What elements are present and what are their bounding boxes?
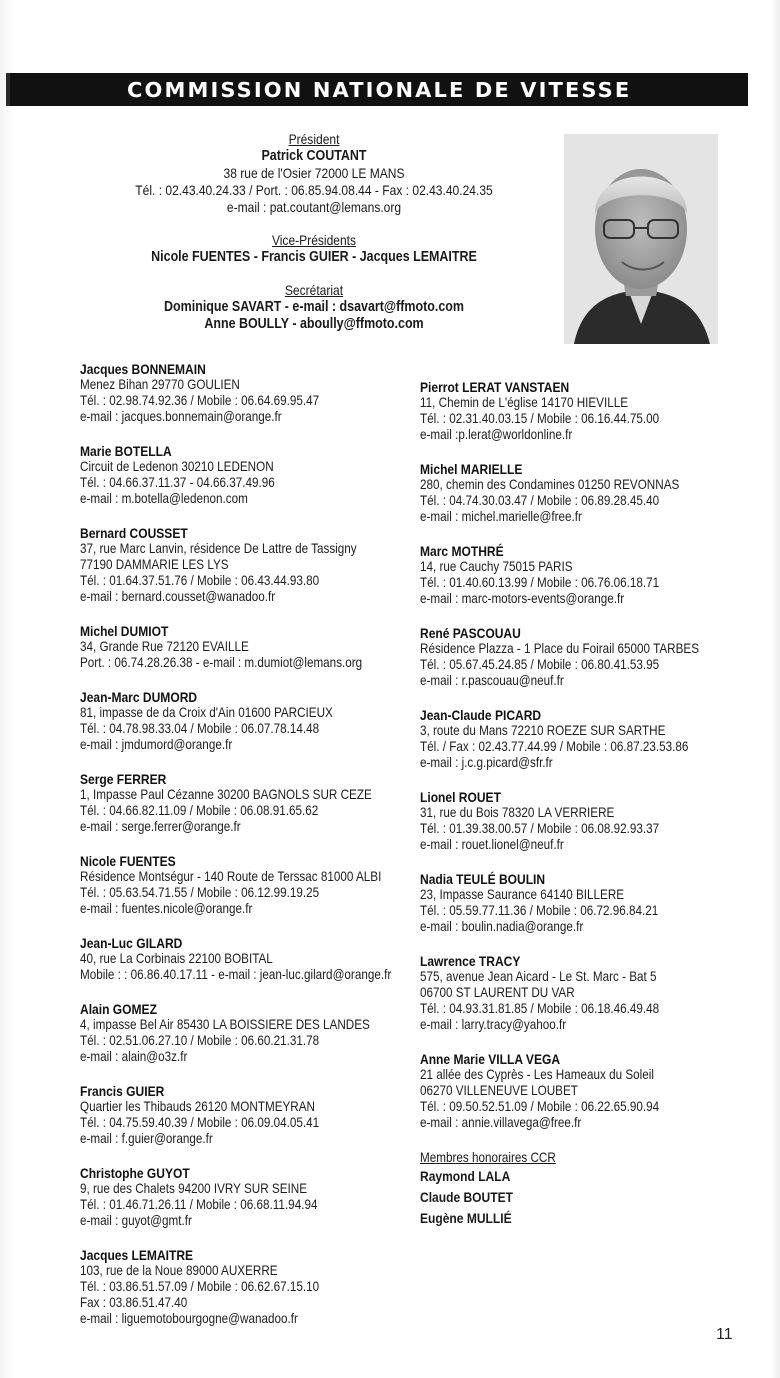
member-detail-line: Tél. / Fax : 02.43.77.44.99 / Mobile : 06.87.23.53.86 (420, 739, 689, 754)
member-detail-line: 23, Impasse Saurance 64140 BILLERE (420, 887, 625, 902)
member-detail-line: e-mail : fuentes.nicole@orange.fr (80, 901, 253, 916)
member-detail-line: 575, avenue Jean Aicard - Le St. Marc - Bat 5 (420, 969, 657, 984)
president-name: Patrick COUTANT (261, 148, 367, 164)
member-detail-line: e-mail : alain@o3z.fr (80, 1049, 188, 1064)
member-entry (80, 853, 441, 917)
secretariat-line-2: Anne BOULLY - aboully@ffmoto.com (204, 316, 424, 332)
member-detail-line: 280, chemin des Condamines 01250 REVONNAS (420, 477, 680, 492)
member-detail-line: 9, rue des Chalets 94200 IVRY SUR SEINE (80, 1181, 308, 1196)
member-name: Serge FERRER (80, 771, 167, 787)
member-entry (420, 379, 780, 443)
member-detail-line: e-mail : marc-motors-events@orange.fr (420, 591, 625, 606)
member-name: Pierrot LERAT VANSTAEN (420, 379, 570, 395)
member-entry (420, 871, 780, 935)
member-detail-line: Mobile : : 06.86.40.17.11 - e-mail : jean-luc.gilard@orange.fr (80, 967, 392, 982)
member-name: Nicole FUENTES (80, 853, 176, 869)
member-detail-line: 1, Impasse Paul Cézanne 30200 BAGNOLS SUR CEZE (80, 787, 372, 802)
member-entry (80, 623, 441, 671)
member-name: Bernard COUSSET (80, 525, 188, 541)
member-detail-line: Tél. : 05.67.45.24.85 / Mobile : 06.80.41.53.95 (420, 657, 660, 672)
member-detail-line: Tél. : 09.50.52.51.09 / Mobile : 06.22.65.90.94 (420, 1099, 660, 1114)
member-name: Michel DUMIOT (80, 623, 169, 639)
member-name: Anne Marie VILLA VEGA (420, 1051, 561, 1067)
president-phones: Tél. : 02.43.40.24.33 / Port. : 06.85.94.08.44 - Fax : 02.43.40.24.35 (135, 182, 493, 198)
member-detail-line: Tél. : 01.64.37.51.76 / Mobile : 06.43.44.93.80 (80, 573, 320, 588)
member-detail-line: e-mail : bernard.cousset@wanadoo.fr (80, 589, 276, 604)
member-entry (420, 543, 780, 607)
member-detail-line: 34, Grande Rue 72120 EVAILLE (80, 639, 249, 654)
member-detail-line: Tél. : 01.39.38.00.57 / Mobile : 06.08.92.93.37 (420, 821, 660, 836)
member-detail-line: Tél. : 02.51.06.27.10 / Mobile : 06.60.21.31.78 (80, 1033, 320, 1048)
member-detail-line: Circuit de Ledenon 30210 LEDENON (80, 459, 274, 474)
member-detail-line: 14, rue Cauchy 75015 PARIS (420, 559, 573, 574)
member-detail-line: e-mail : jmdumord@orange.fr (80, 737, 233, 752)
secretariat-line-1: Dominique SAVART - e-mail : dsavart@ffmoto.com (164, 299, 464, 315)
member-detail-line: e-mail : rouet.lionel@neuf.fr (420, 837, 564, 852)
member-name: Marc MOTHRÉ (420, 543, 504, 559)
member-detail-line: Tél. : 01.46.71.26.11 / Mobile : 06.68.11.94.94 (80, 1197, 318, 1212)
president-role-label: Président (288, 131, 340, 147)
member-detail-line: Tél. : 04.78.98.33.04 / Mobile : 06.07.78.14.48 (80, 721, 320, 736)
member-entry (80, 525, 441, 605)
member-detail-line: e-mail : f.guier@orange.fr (80, 1131, 213, 1146)
section-banner (6, 73, 748, 106)
member-detail-line: 06700 ST LAURENT DU VAR (420, 985, 575, 1000)
member-detail-line: 31, rue du Bois 78320 LA VERRIERE (420, 805, 615, 820)
member-detail-line: Tél. : 03.86.51.57.09 / Mobile : 06.62.67.15.10 (80, 1279, 320, 1294)
member-detail-line: Tél. : 04.75.59.40.39 / Mobile : 06.09.04.05.41 (80, 1115, 320, 1130)
member-name: Jean-Claude PICARD (420, 707, 542, 723)
member-name: Jean-Luc GILARD (80, 935, 183, 951)
members-column-right (420, 379, 780, 1229)
member-detail-line: Menez Bihan 29770 GOULIEN (80, 377, 240, 392)
member-entry (80, 361, 441, 425)
member-detail-line: Tél. : 02.98.74.92.36 / Mobile : 06.64.69.95.47 (80, 393, 320, 408)
member-name: Francis GUIER (80, 1083, 165, 1099)
member-entry (420, 789, 780, 853)
member-detail-line: 11, Chemin de L'église 14170 HIEVILLE (420, 395, 629, 410)
member-detail-line: e-mail : michel.marielle@free.fr (420, 509, 582, 524)
banner-title: COMMISSION NATIONALE DE VITESSE (126, 77, 632, 102)
member-detail-line: 37, rue Marc Lanvin, résidence De Lattre de Tassigny (80, 541, 357, 556)
member-detail-line: 77190 DAMMARIE LES LYS (80, 557, 229, 572)
member-entry (80, 1247, 441, 1327)
member-detail-line: Tél. : 05.59.77.11.36 / Mobile : 06.72.96.84.21 (420, 903, 659, 918)
member-name: Jacques BONNEMAIN (80, 361, 206, 377)
member-entry (420, 707, 780, 771)
member-detail-line: Tél. : 05.63.54.71.55 / Mobile : 06.12.99.19.25 (80, 885, 320, 900)
vice-presidents-names: Nicole FUENTES - Francis GUIER - Jacques LEMAITRE (151, 249, 477, 265)
member-name: Jean-Marc DUMORD (80, 689, 198, 705)
member-entry (420, 461, 780, 525)
member-detail-line: e-mail : annie.villavega@free.fr (420, 1115, 582, 1130)
member-entry (80, 689, 441, 753)
member-entry (80, 935, 441, 983)
vice-presidents-label: Vice-Présidents (271, 232, 357, 248)
member-entry (80, 1001, 441, 1065)
page-number: 11 (716, 1326, 733, 1343)
member-name: Lawrence TRACY (420, 953, 521, 969)
member-name: Lionel ROUET (420, 789, 501, 805)
member-detail-line: e-mail : j.c.g.picard@sfr.fr (420, 755, 553, 770)
member-name: Alain GOMEZ (80, 1001, 157, 1017)
member-detail-line: Résidence Plazza - 1 Place du Foirail 65000 TARBES (420, 641, 699, 656)
honorary-members-block (420, 1149, 780, 1229)
member-detail-line: 81, impasse de da Croix d'Ain 01600 PARCIEUX (80, 705, 333, 720)
member-detail-line: e-mail : larry.tracy@yahoo.fr (420, 1017, 567, 1032)
member-entry (80, 1165, 441, 1229)
board-block (130, 131, 498, 333)
member-name: René PASCOUAU (420, 625, 521, 641)
president-email: e-mail : pat.coutant@lemans.org (226, 199, 402, 215)
member-detail-line: e-mail : m.botella@ledenon.com (80, 491, 248, 506)
member-name: Nadia TEULÉ BOULIN (420, 871, 546, 887)
member-name: Christophe GUYOT (80, 1165, 190, 1181)
member-entry (420, 625, 780, 689)
member-detail-line: Fax : 03.86.51.47.40 (80, 1295, 188, 1310)
member-detail-line: 103, rue de la Noue 89000 AUXERRE (80, 1263, 278, 1278)
member-detail-line: Tél. : 02.31.40.03.15 / Mobile : 06.16.44.75.00 (420, 411, 660, 426)
secretariat-label: Secrétariat (284, 282, 344, 298)
member-detail-line: 06270 VILLENEUVE LOUBET (420, 1083, 578, 1098)
member-detail-line: 21 allée des Cyprès - Les Hameaux du Soleil (420, 1067, 654, 1082)
member-entry (80, 443, 441, 507)
member-detail-line: e-mail : guyot@gmt.fr (80, 1213, 192, 1228)
member-detail-line: e-mail :p.lerat@worldonline.fr (420, 427, 573, 442)
member-detail-line: e-mail : jacques.bonnemain@orange.fr (80, 409, 282, 424)
member-entry (80, 1083, 441, 1147)
honorary-members-title: Membres honoraires CCR (420, 1150, 556, 1165)
member-detail-line: 40, rue La Corbinais 22100 BOBITAL (80, 951, 273, 966)
member-detail-line: 3, route du Mans 72210 ROEZE SUR SARTHE (420, 723, 666, 738)
member-detail-line: Tél. : 04.66.82.11.09 / Mobile : 06.08.91.65.62 (80, 803, 319, 818)
president-portrait-photo (564, 134, 718, 344)
member-detail-line: Tél. : 01.40.60.13.99 / Mobile : 06.76.06.18.71 (420, 575, 660, 590)
member-name: Marie BOTELLA (80, 443, 172, 459)
member-detail-line: e-mail : liguemotobourgogne@wanadoo.fr (80, 1311, 298, 1326)
member-detail-line: e-mail : boulin.nadia@orange.fr (420, 919, 584, 934)
honorary-member-name: Eugène MULLIÉ (420, 1210, 512, 1226)
member-entry (420, 1051, 780, 1131)
president-address: 38 rue de l'Osier 72000 LE MANS (223, 165, 405, 181)
member-entry (80, 771, 441, 835)
honorary-member-name: Raymond LALA (420, 1168, 511, 1184)
member-detail-line: Résidence Montségur - 140 Route de Terssac 81000 ALBI (80, 869, 382, 884)
member-detail-line: Tél. : 04.74.30.03.47 / Mobile : 06.89.28.45.40 (420, 493, 660, 508)
honorary-member-name: Claude BOUTET (420, 1189, 513, 1205)
member-detail-line: e-mail : r.pascouau@neuf.fr (420, 673, 564, 688)
member-detail-line: e-mail : serge.ferrer@orange.fr (80, 819, 241, 834)
member-name: Jacques LEMAITRE (80, 1247, 194, 1263)
member-detail-line: Tél. : 04.66.37.11.37 - 04.66.37.49.96 (80, 475, 275, 490)
member-name: Michel MARIELLE (420, 461, 523, 477)
member-detail-line: Port. : 06.74.28.26.38 - e-mail : m.dumiot@lemans.org (80, 655, 363, 670)
member-entry (420, 953, 780, 1033)
member-detail-line: Tél. : 04.93.31.81.85 / Mobile : 06.18.46.49.48 (420, 1001, 660, 1016)
member-detail-line: Quartier les Thibauds 26120 MONTMEYRAN (80, 1099, 315, 1114)
members-column-left (80, 361, 441, 1345)
member-detail-line: 4, impasse Bel Air 85430 LA BOISSIERE DES LANDES (80, 1017, 370, 1032)
